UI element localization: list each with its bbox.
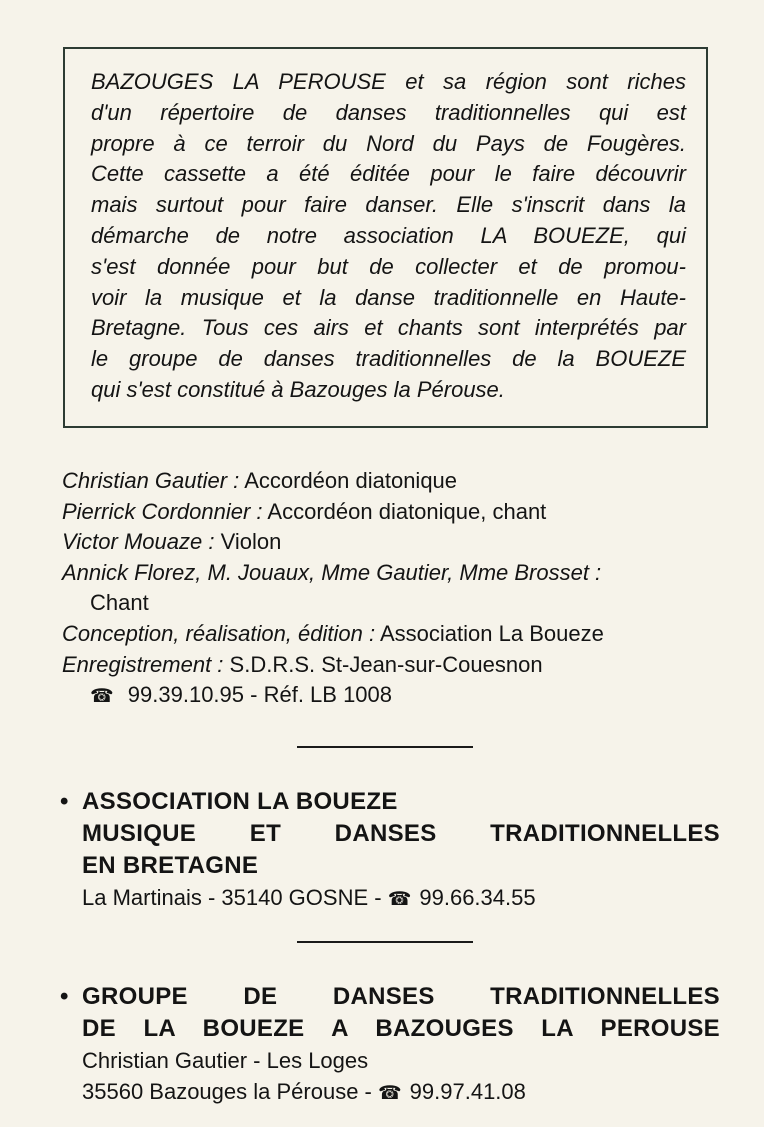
dance-group-heading-line-2: DE LA BOUEZE A BAZOUGES LA PEROUSE bbox=[82, 1015, 720, 1042]
intro-line-9: Bretagne. Tous ces airs et chants sont interprétés par bbox=[91, 315, 686, 341]
association-heading-line-1 bbox=[60, 786, 720, 818]
dance-group-contact: Christian Gautier - Les Loges bbox=[82, 1048, 369, 1073]
credit-production bbox=[62, 619, 722, 650]
intro-text-box bbox=[63, 47, 708, 428]
intro-line-7: s'est donnée pour but de collecter et de promou- bbox=[91, 253, 686, 279]
intro-line-11: qui s'est constitué à Bazouges la Pérouse. bbox=[91, 376, 505, 402]
credit-role: Victor Mouaze : bbox=[62, 529, 215, 555]
dance-group-heading-line-1 bbox=[60, 981, 720, 1013]
credit-role: Conception, réalisation, édition : bbox=[62, 620, 376, 646]
bullet: • bbox=[60, 983, 69, 1010]
association-heading-line-2: MUSIQUE ET DANSES TRADITIONNELLES bbox=[82, 820, 720, 847]
intro-line-10: le groupe de danses traditionnelles de la BOUEZE bbox=[91, 346, 686, 372]
credit-value: Violon bbox=[220, 529, 282, 555]
dance-group-address: 35560 Bazouges la Pérouse - bbox=[82, 1079, 372, 1104]
credit-role: Pierrick Cordonnier : bbox=[62, 498, 263, 524]
credit-role: Enregistrement : bbox=[62, 651, 224, 677]
phone-icon: ☎ bbox=[387, 889, 412, 910]
phone-icon: ☎ bbox=[378, 1083, 402, 1104]
catalog-reference: - Réf. LB 1008 bbox=[250, 682, 393, 708]
intro-line-1: BAZOUGES LA PEROUSE et sa région sont riches bbox=[91, 69, 686, 94]
credit-violin bbox=[62, 527, 722, 558]
credit-recording-phone-line bbox=[62, 680, 722, 711]
association-name: ASSOCIATION LA BOUEZE bbox=[82, 788, 398, 815]
credit-value: Accordéon diatonique, chant bbox=[267, 498, 547, 524]
intro-line-8: voir la musique et la danse traditionnelle en Haute- bbox=[91, 284, 686, 310]
recording-phone-number: 99.39.10.95 bbox=[127, 682, 245, 708]
association-address: La Martinais - 35140 GOSNE - bbox=[82, 885, 382, 910]
section-divider bbox=[297, 941, 473, 943]
credit-singers-value-line bbox=[62, 588, 722, 619]
dance-group-phone: 99.97.41.08 bbox=[409, 1079, 526, 1104]
credit-value: Chant bbox=[90, 590, 149, 616]
credit-singers bbox=[62, 558, 722, 589]
credit-accordion-1 bbox=[62, 466, 722, 497]
credit-role: Christian Gautier : bbox=[62, 468, 240, 493]
association-phone: 99.66.34.55 bbox=[419, 885, 536, 910]
dance-group-name: GROUPE DE DANSES TRADITIONNELLES bbox=[82, 983, 720, 1010]
credit-value: S.D.R.S. St-Jean-sur-Couesnon bbox=[229, 651, 543, 677]
credit-accordion-2 bbox=[62, 497, 722, 528]
section-divider bbox=[297, 746, 473, 748]
dance-group-address-line bbox=[60, 1076, 720, 1107]
dance-group-block bbox=[60, 981, 720, 1107]
intro-line-4: Cette cassette a été éditée pour le faire découvrir bbox=[91, 161, 686, 187]
association-block bbox=[60, 786, 720, 913]
association-address-line bbox=[60, 882, 720, 913]
intro-line-2: d'un répertoire de danses traditionnelles qui est bbox=[91, 99, 686, 125]
credit-recording bbox=[62, 650, 722, 681]
association-heading-line-3: EN BRETAGNE bbox=[82, 852, 259, 879]
intro-line-3: propre à ce terroir du Nord du Pays de Fougères. bbox=[91, 130, 686, 156]
credit-value: Association La Boueze bbox=[380, 620, 604, 646]
credits-list bbox=[62, 466, 722, 711]
credit-value: Accordéon diatonique bbox=[244, 468, 458, 493]
credit-role: Annick Florez, M. Jouaux, Mme Gautier, Mme Brosset : bbox=[62, 559, 602, 585]
phone-icon: ☎ bbox=[90, 686, 114, 708]
intro-line-5: mais surtout pour faire danser. Elle s'inscrit dans la bbox=[91, 192, 686, 218]
intro-line-6: démarche de notre association LA BOUEZE, qui bbox=[91, 222, 686, 248]
bullet: • bbox=[60, 788, 69, 815]
